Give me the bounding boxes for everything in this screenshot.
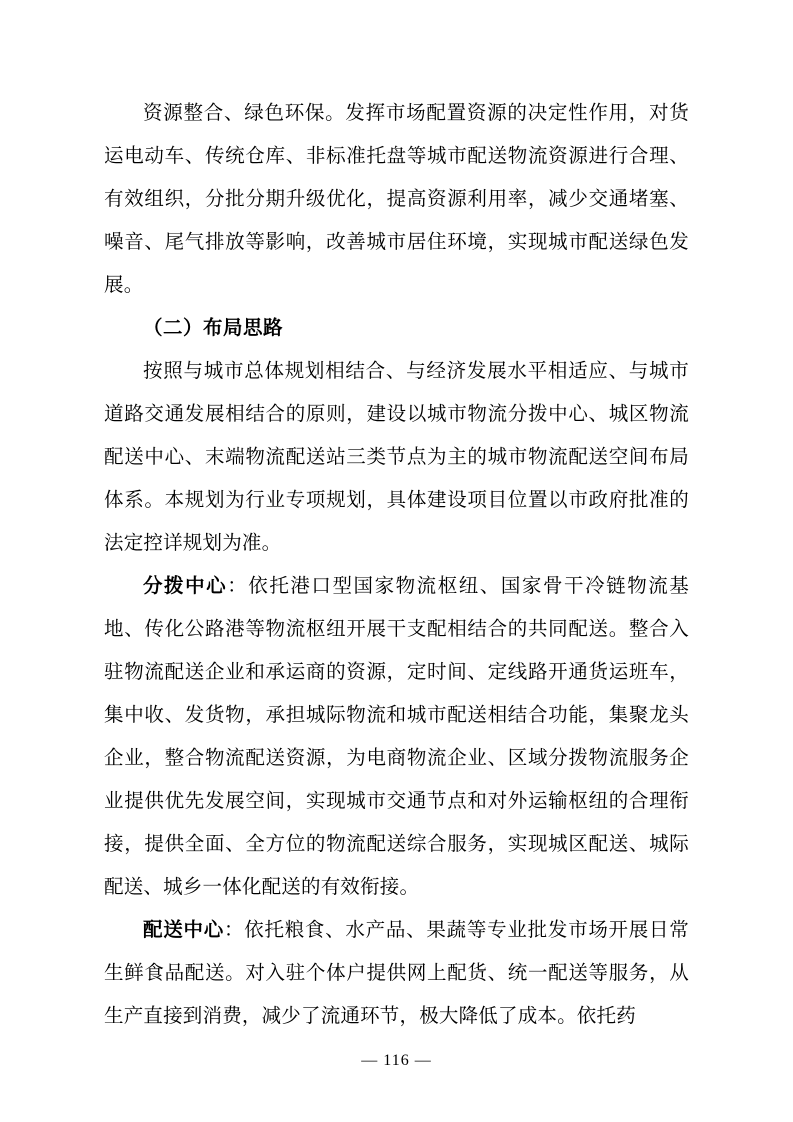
paragraph-resource-integration: 资源整合、绿色环保。发挥市场配置资源的决定性作用，对货运电动车、传统仓库、非标准托盘等城市配送物流资源进行合理、有效组织，分批分期升级优化，提高资源利用率，减少交通堵塞、噪音、尾气排放等影响，改善城市居住环境，实现城市配送绿色发展。 [104, 103, 689, 296]
section-heading-layout-approach: （二）布局思路 [143, 318, 284, 339]
paragraph-distribution-hub [104, 565, 689, 909]
page-content [104, 92, 689, 1038]
paragraph-body-distribution-hub: ：依托港口型国家物流枢纽、国家骨干冷链物流基地、传化公路港等物流枢纽开展干支配相结合的共同配送。整合入驻物流配送企业和承运商的资源，定时间、定线路开通货运班车，集中收、发货物，承担城际物流和城市配送相结合功能，集聚龙头企业，整合物流配送资源，为电商物流企业、区域分拨物流服务企业提供优先发展空间，实现城市交通节点和对外运输枢纽的合理衔接，提供全面、全方位的物流配送综合服务，实现城区配送、城际配送、城乡一体化配送的有效衔接。 [104, 576, 689, 898]
paragraph-planning-principles: 按照与城市总体规划相结合、与经济发展水平相适应、与城市道路交通发展相结合的原则，建设以城市物流分拨中心、城区物流配送中心、末端物流配送站三类节点为主的城市物流配送空间布局体系。本规划为行业专项规划，具体建设项目位置以市政府批准的法定控详规划为准。 [104, 361, 689, 554]
page-number: — 116 — [361, 1052, 432, 1069]
paragraph-lead-distribution-hub: 分拨中心 [143, 576, 228, 597]
paragraph-delivery-center [104, 909, 689, 1038]
paragraph-body-delivery-center: ：依托粮食、水产品、果蔬等专业批发市场开展日常生鲜食品配送。对入驻个体户提供网上配货、统一配送等服务，从生产直接到消费，减少了流通环节，极大降低了成本。依托药 [104, 920, 689, 1027]
paragraph-lead-delivery-center: 配送中心 [143, 920, 224, 941]
